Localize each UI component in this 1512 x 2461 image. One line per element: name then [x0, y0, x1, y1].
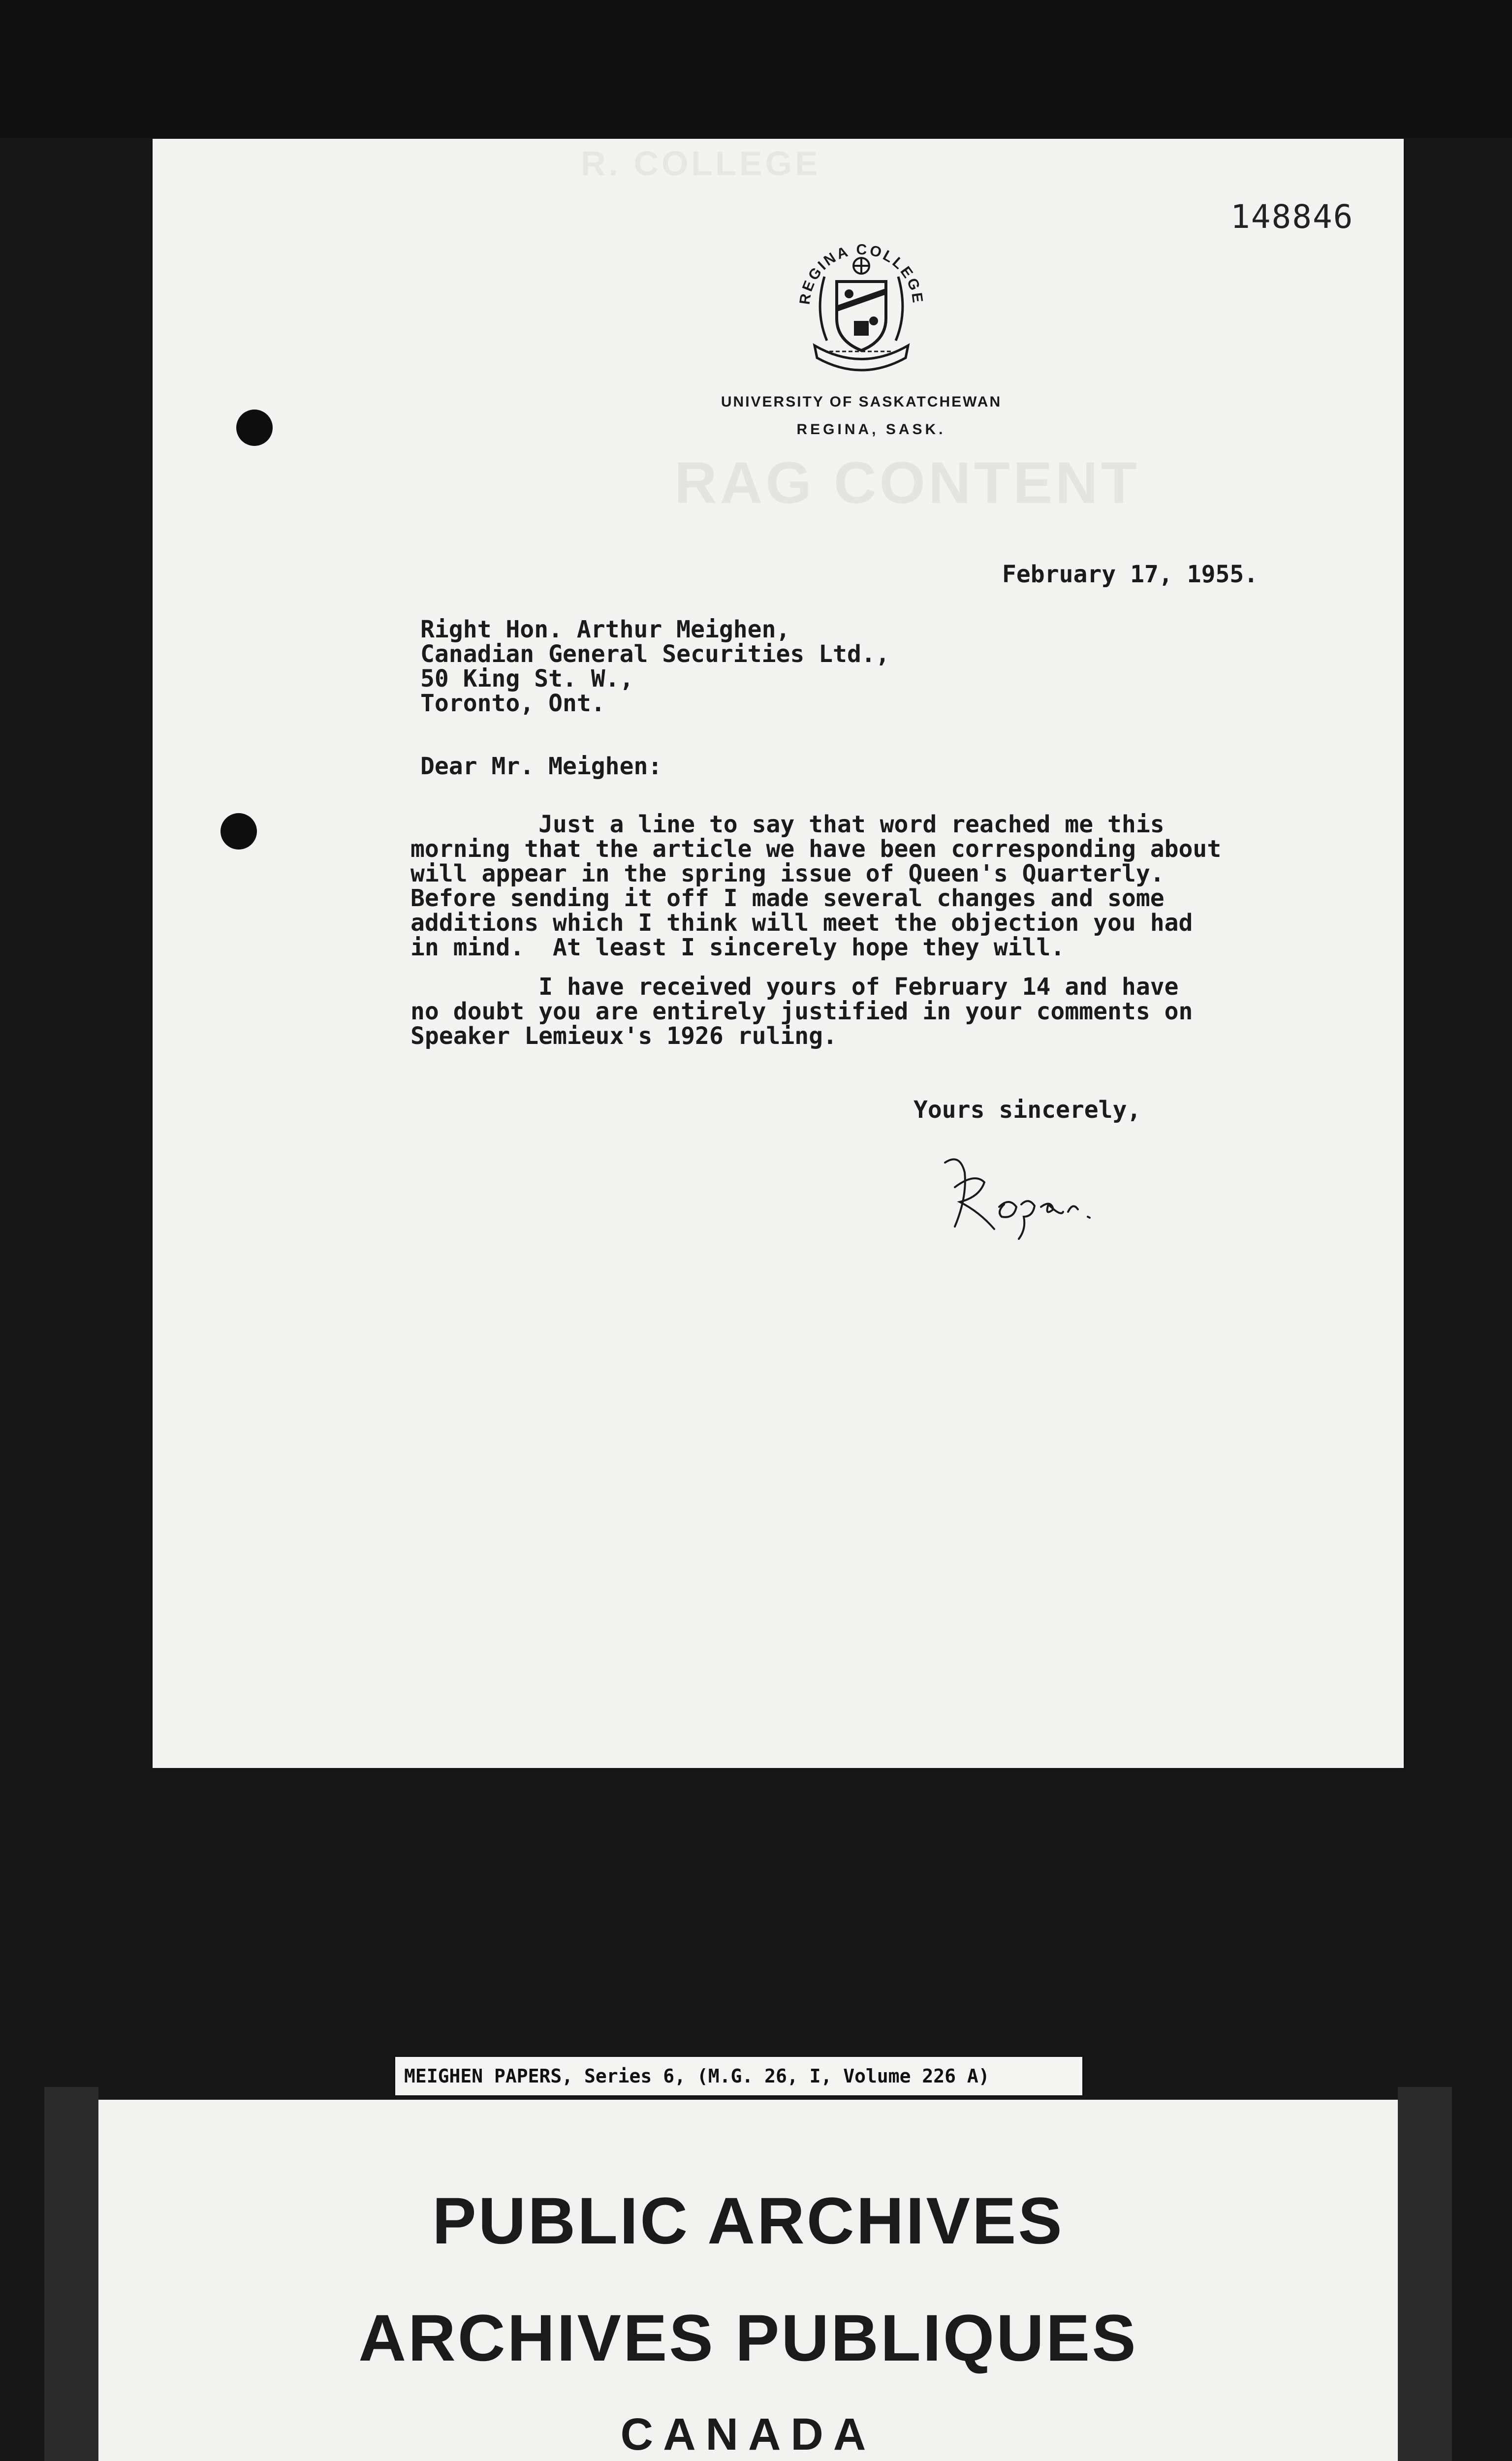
body-line: additions which I think will meet the objection you had	[410, 909, 1193, 937]
address-line: Canadian General Securities Ltd.,	[420, 640, 890, 668]
body-line: Speaker Lemieux's 1926 ruling.	[410, 1022, 837, 1050]
body-line: no doubt you are entirely justified in your comments on	[410, 998, 1193, 1025]
crest-motto: REGINA COLLEGE	[796, 241, 926, 306]
letter-sheet	[153, 139, 1404, 1768]
address-line: Toronto, Ont.	[420, 690, 605, 717]
catalog-number: 148846	[1230, 198, 1354, 236]
letterhead-university: UNIVERSITY OF SASKATCHEWAN	[721, 394, 1002, 410]
archive-card	[98, 2100, 1398, 2461]
body-line: I have received yours of February 14 and have	[410, 973, 1179, 1001]
letterhead-city: REGINA, SASK.	[796, 421, 946, 438]
address-line: Right Hon. Arthur Meighen,	[420, 616, 790, 643]
handwritten-signature	[930, 1143, 1107, 1241]
body-line: morning that the article we have been corresponding about	[410, 835, 1222, 863]
film-edge-top	[0, 0, 1512, 138]
letter-date: February 17, 1955.	[1002, 561, 1259, 588]
address-line: 50 King St. W.,	[420, 665, 634, 693]
archive-title-french: ARCHIVES PUBLIQUES	[358, 2302, 1138, 2375]
letter-closing: Yours sincerely,	[914, 1096, 1141, 1124]
body-line: in mind. At least I sincerely hope they will.	[410, 934, 1065, 961]
body-line: Just a line to say that word reached me this	[410, 811, 1165, 838]
archive-country: CANADA	[620, 2409, 876, 2460]
letterhead	[645, 222, 1078, 438]
punch-hole-bottom	[220, 813, 257, 850]
body-paragraph-2	[410, 975, 1193, 1048]
watermark: RAG CONTENT	[674, 450, 1140, 516]
punch-hole-top	[236, 410, 273, 446]
body-line: Before sending it off I made several changes and some	[410, 884, 1165, 912]
recipient-address	[420, 617, 890, 716]
card-edge-left	[44, 2087, 98, 2461]
watermark-top: R. COLLEGE	[581, 144, 821, 183]
salutation: Dear Mr. Meighen:	[420, 753, 662, 780]
archive-title-english: PUBLIC ARCHIVES	[432, 2184, 1064, 2258]
series-tag: MEIGHEN PAPERS, Series 6, (M.G. 26, I, Volume 226 A)	[394, 2055, 1084, 2097]
card-edge-right	[1398, 2087, 1452, 2461]
college-crest-icon	[780, 222, 943, 385]
body-line: will appear in the spring issue of Queen's Quarterly.	[410, 860, 1165, 887]
body-paragraph-1	[410, 812, 1221, 960]
